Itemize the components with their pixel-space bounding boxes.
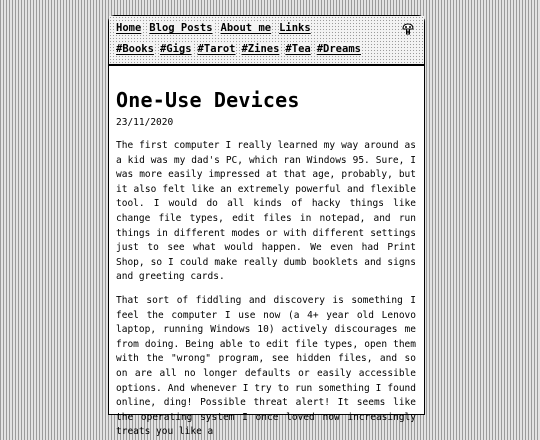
post-paragraph: The first computer I really learned my way around as a kid was my dad's PC, which ran Windows 95. Sure, I was more easily impressed at that age, probably, but it also felt like an extremely powerful and flexible tool. I would do all kinds of hacky things like change file types, edit files in notepad, and run things in different modes or with different settings just to see what would happen. We even had Print Shop, so I could make really dumb booklets and signs and greeting cards. <box>116 140 416 283</box>
nav-link-blog-posts[interactable]: Blog Posts <box>149 22 213 34</box>
tag-link-dreams[interactable]: #Dreams <box>316 43 361 55</box>
tag-link-tea[interactable]: #Tea <box>285 43 311 55</box>
tag-link-gigs[interactable]: #Gigs <box>159 43 192 55</box>
site-header <box>109 16 424 66</box>
post-content <box>109 66 424 440</box>
tag-nav <box>116 43 361 55</box>
post-title: One-Use Devices <box>116 88 300 112</box>
nav-link-links[interactable]: Links <box>279 22 311 34</box>
mushroom-icon <box>402 23 414 35</box>
tag-link-books[interactable]: #Books <box>116 43 154 55</box>
post-paragraph: That sort of fiddling and discovery is something I feel the computer I use now (a 4+ year old Lenovo laptop, running Windows 10) actively discourages me from doing. Being able to edit file types, open them with the "wrong" program, see hidden files, and so on are all no longer defaults or easily accessible options. And whenever I try to run something I found online, ding! Possible threat alert! It seems like the operating system I once loved now increasingly treats you like a <box>116 294 416 438</box>
post-date: 23/11/2020 <box>116 117 174 128</box>
page-container <box>108 15 425 438</box>
nav-link-about-me[interactable]: About me <box>220 22 272 34</box>
tag-link-zines[interactable]: #Zines <box>241 43 280 55</box>
tag-link-tarot[interactable]: #Tarot <box>197 43 236 55</box>
main-nav <box>116 22 311 34</box>
nav-link-home[interactable]: Home <box>116 22 142 34</box>
post-body <box>116 139 416 440</box>
